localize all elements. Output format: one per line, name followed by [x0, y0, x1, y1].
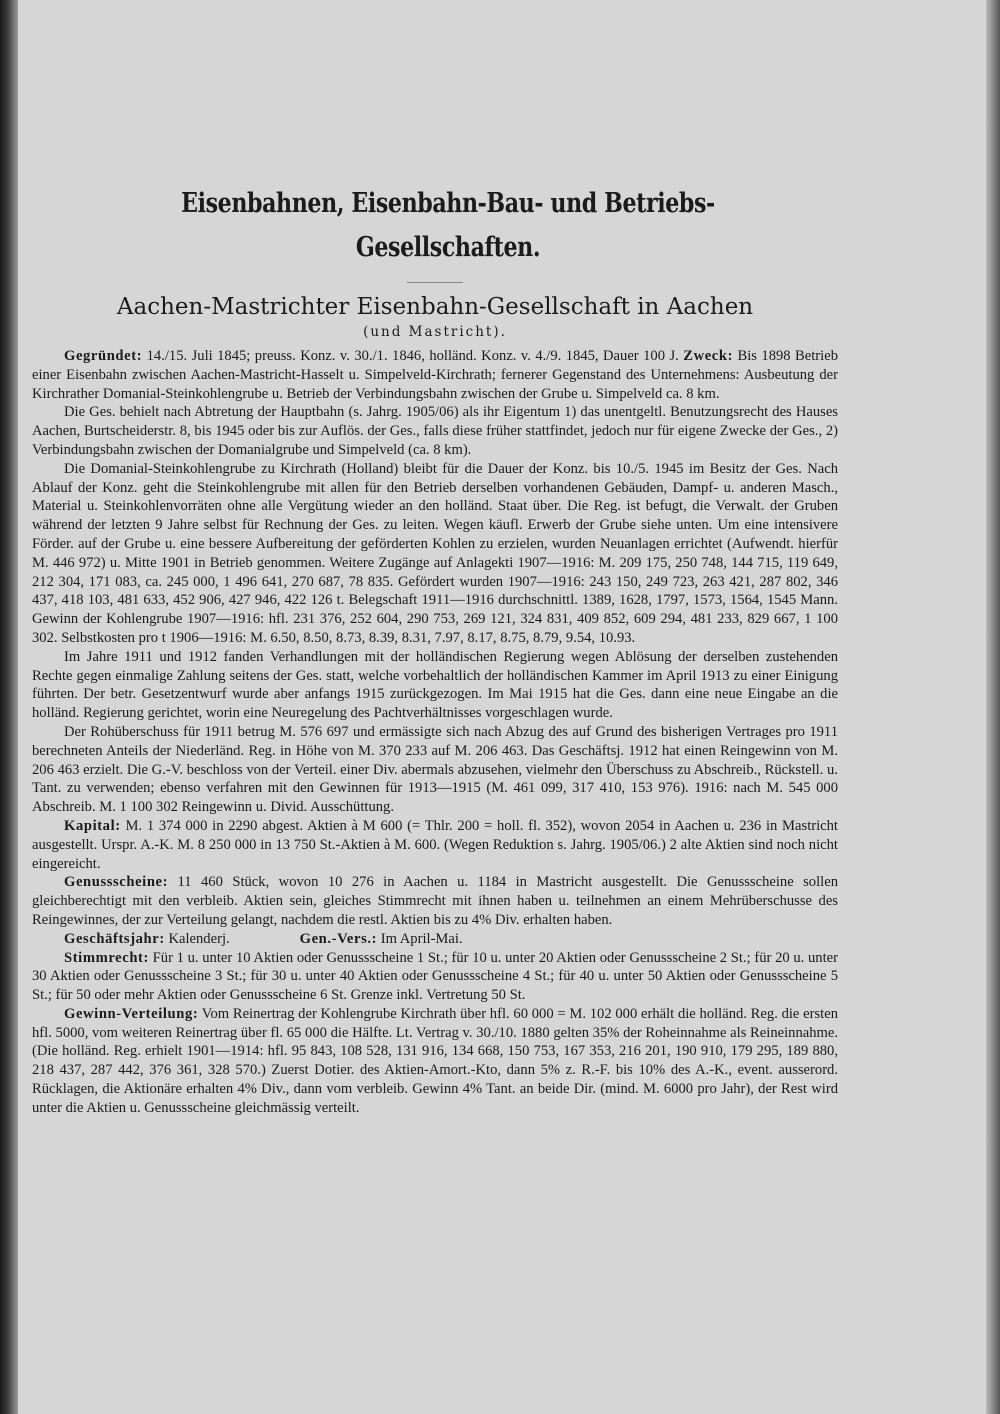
paragraph-genussscheine — [32, 873, 838, 929]
label-stimmrecht: Stimmrecht: — [64, 949, 149, 966]
text-gen-vers: Im April-Mai. — [377, 930, 463, 947]
text-stimmrecht: Für 1 u. unter 10 Aktien oder Genussscheine 1 St.; für 10 u. unter 20 Aktien oder Genussscheine 2 St.; für 20 u. unter 30 Aktien oder Genussscheine 3 St.; für 30 u. unter 40 Aktien oder Genussscheine 4 St.; für 40 u. unter 50 Aktien oder Genussscheine 5 St.; für 50 oder mehr Aktien oder Genussscheine 6 St. Grenze inkl. Vertretung 50 St. — [32, 949, 838, 1004]
paragraph-gegruendet — [32, 347, 838, 403]
label-gen-vers: Gen.-Vers.: — [299, 930, 378, 947]
label-zweck: Zweck: — [683, 348, 734, 364]
paragraph-eigentum: Die Ges. behielt nach Abtretung der Hauptbahn (s. Jahrg. 1905/06) als ihr Eigentum 1) das unentgeltl. Benutzungsrecht des Hauses Aachen, Burtscheiderstr. 8, bis 1945 oder bis zur Auflös. der Ges., falls diese früher stattfindet, jedoch nur für eigene Zwecke der Ges., 2) Verbindungsbahn zwischen der Domanialgrube und Simpelveld (ca. 8 km). — [32, 404, 838, 458]
label-gegruendet: Gegründet: — [64, 348, 143, 364]
text-genussscheine: 11 460 Stück, wovon 10 276 in Aachen u. 1184 in Mastricht ausgestellt. Die Genussscheine sollen gleichberechtigt mit den verbleib. Aktien sein, gleiches Stimmrecht mit ihnen haben u. teilnehmen an einem Mehrüberschusse des Reingewinnes, der zur Verteilung gelangt, nachdem die restl. Aktien bis zu 4% Div. erhalten haben. — [32, 874, 838, 928]
text-zweck: Bis 1898 Betrieb einer Eisenbahn zwischen Aachen-Mastricht-Hasselt u. Simpelveld-Kirchrath; fernerer Gegenstand des Unternehmens: Ausbeutung der Kirchrather Domanial-Steinkohlengrube u. Betrieb der Verbindungsbahn zwischen der Grube u. Simpelveld ca. 8 km. — [32, 348, 838, 402]
section-title: Eisenbahnen, Eisenbahn-Bau- und Betriebs-Gesellschaften. — [181, 188, 715, 263]
text-gewinn-verteilung: Vom Reinertrag der Kohlengrube Kirchrath über hfl. 60 000 = M. 102 000 erhält die holländ. Reg. die ersten hfl. 5000, vom weiteren Reinertrag über fl. 65 000 die Hälfte. Lt. Vertrag v. 30./10. 1880 gelten 35% der Roheinnahme als Reineinnahme. (Die holländ. Reg. erhielt 1901—1914: hfl. 95 843, 108 528, 131 916, 134 668, 150 753, 167 353, 216 201, 190 910, 179 295, 189 880, 218 437, 287 442, 376 361, 328 570.) Zuerst Dotier. des Aktien-Amort.-Kto, dann 5% z. R.-F. bis 10% des A.-K., event. ausserord. Rücklagen, die Aktionäre erhalten 4% Div., dann vom verbleib. Gewinn 4% Tant. an beide Dir. (mind. M. 6000 pro Jahr), der Rest wird unter die Aktien u. Genussscheine gleichmässig verteilt. — [32, 1005, 838, 1116]
text-gegruendet: 14./15. Juli 1845; preuss. Konz. v. 30./1. 1846, holländ. Konz. v. 4./9. 1845, Dauer 100 J. — [142, 348, 684, 364]
label-gewinn-verteilung: Gewinn-Verteilung: — [64, 1005, 199, 1022]
label-geschaeftsjahr: Geschäftsjahr: — [64, 930, 165, 947]
label-kapital: Kapital: — [64, 817, 121, 834]
paragraph-geschaeftsjahr — [32, 930, 838, 949]
paragraph-stimmrecht — [32, 949, 838, 1005]
paragraph-verhandlungen: Im Jahre 1911 und 1912 fanden Verhandlungen mit der holländischen Regierung wegen Ablösung der derselben zustehenden Rechte gegen einmalige Zahlung seitens der Ges. statt, welche vorbehaltlich der holländischen Kammer im April 1913 zu einer Einigung führten. Der betr. Gesetzentwurf wurde aber anfangs 1915 zurückgezogen. Im Mai 1915 hat die Ges. dann eine neue Eingabe an die holländ. Regierung gerichtet, worin eine Neuregelung des Pachtverhältnisses vorgeschlagen wurde. — [32, 648, 838, 722]
company-title: Aachen-Mastrichter Eisenbahn-Gesellschaft in Aachen — [116, 294, 754, 320]
paragraph-gewinn-verteilung — [32, 1005, 838, 1118]
paragraph-rohueberschuss: Der Rohüberschuss für 1911 betrug M. 576 697 und ermässigte sich nach Abzug des auf Grund des bisherigen Vertrages pro 1911 berechneten Anteils der Niederländ. Reg. in Höhe von M. 370 233 auf M. 206 463. Das Geschäftsj. 1912 hat einen Reingewinn von M. 206 463 erzielt. Die G.-V. beschloss von der Verteil. einer Div. abermals abzusehen, vielmehr den Überschuss zu Abschreib., Rückstell. u. Tant. zu verwenden; ebenso verfahren mit den Gewinnen für 1913—1915 (M. 461 099, 317 410, 153 976). 1916: nach M. 545 000 Abschreib. M. 1 100 302 Reingewinn u. Divid. Ausschüttung. — [32, 723, 838, 816]
text-kapital: M. 1 374 000 in 2290 abgest. Aktien à M 600 (= Thlr. 200 = holl. fl. 352), wovon 2054 in Aachen u. 236 in Mastricht ausgestellt. Urspr. A.-K. M. 8 250 000 in 13 750 St.-Aktien à M. 600. (Wegen Reduktion s. Jahrg. 1905/06.) 2 alte Aktien sind noch nicht eingereicht. — [32, 817, 838, 872]
paragraph-steinkohlengrube: Die Domanial-Steinkohlengrube zu Kirchrath (Holland) bleibt für die Dauer der Konz. bis 10./5. 1945 im Besitz der Ges. Nach Ablauf der Konz. geht die Steinkohlengrube mit allen für den Betrieb derselben vorhandenen Gebäuden, Dampf- u. anderen Masch., Material u. Steinkohlenvorräten ohne alle Vergütung wieder an den holländ. Staat über. Die Reg. ist befugt, die Verwalt. der Gruben während der letzten 9 Jahre selbst für Rechnung der Ges. zu leiten. Wegen käufl. Erwerb der Grube siehe unten. Um eine intensivere Förder. auf der Grube u. eine bessere Aufbereitung der geförderten Kohlen zu erzielen, wurden Neuanlagen errichtet (Aufwendt. hierfür M. 446 972) u. Mitte 1901 in Betrieb genommen. Weitere Zugänge auf Anlagekti 1907—1916: M. 209 175, 250 748, 144 715, 119 649, 212 304, 171 083, ca. 245 000, 1 496 641, 270 687, 78 835. Gefördert wurden 1907—1916: 243 150, 249 723, 263 421, 287 802, 346 437, 418 103, 481 633, 452 906, 427 946, 422 126 t. Belegschaft 1911—1916 durchschnittl. 1389, 1628, 1797, 1573, 1564, 1545 Mann. Gewinn der Kohlengrube 1907—1916: hfl. 231 376, 252 604, 290 753, 269 121, 324 831, 409 852, 609 294, 481 233, 829 667, 1 100 302. Selbstkosten pro t 1906—1916: M. 6.50, 8.50, 8.73, 8.39, 8.31, 7.97, 8.17, 8.75, 8.79, 9.54, 10.93. — [32, 460, 838, 646]
company-subtitle: (und Mastricht). — [363, 324, 507, 340]
page-content — [32, 172, 838, 1118]
title-divider — [407, 282, 463, 283]
label-genussscheine: Genussscheine: — [64, 874, 169, 891]
paragraph-kapital — [32, 817, 838, 873]
text-geschaeftsjahr: Kalenderj. — [164, 930, 230, 947]
page-right-edge-shadow — [986, 0, 1000, 1414]
page-left-edge-shadow — [0, 0, 18, 1414]
